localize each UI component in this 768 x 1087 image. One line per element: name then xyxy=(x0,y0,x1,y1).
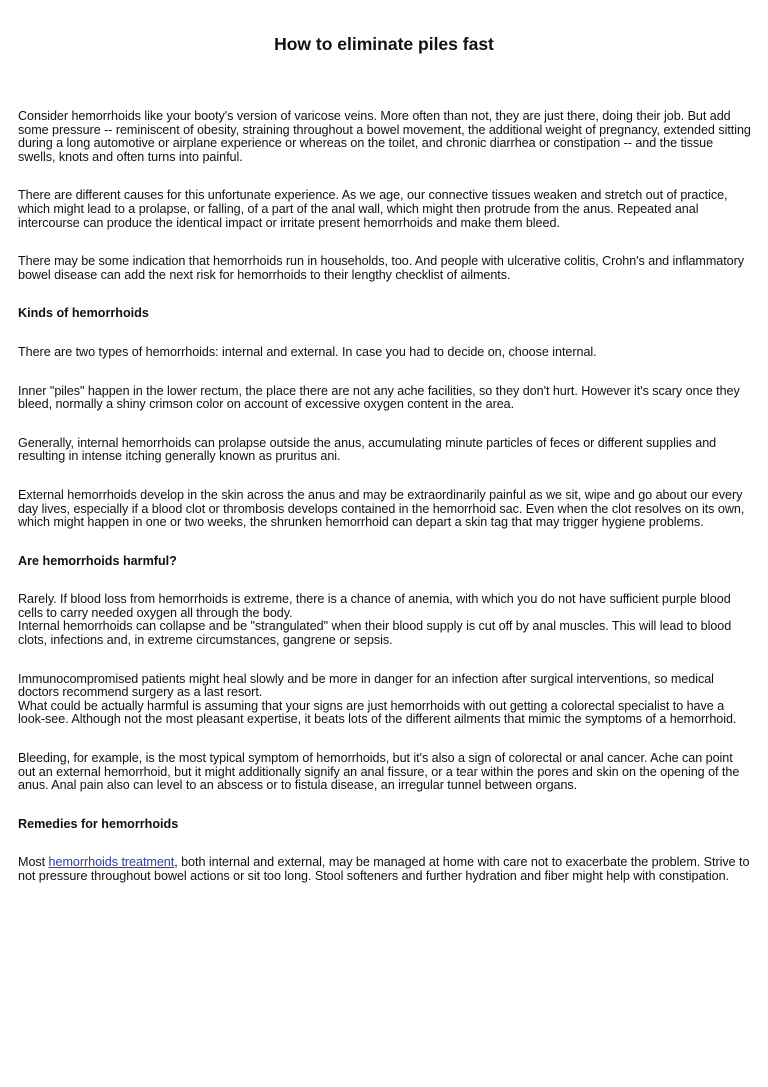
paragraph-prolapse: Generally, internal hemorrhoids can prolapse outside the anus, accumulating minute particles of feces or different supplies and resulting in intense itching generally known as pruritus ani. xyxy=(18,435,717,464)
paragraph-two-types: There are two types of hemorrhoids: internal and external. In case you had to decide on, choose internal. xyxy=(18,344,597,359)
paragraph-bleeding: Bleeding, for example, is the most typical symptom of hemorrhoids, but it's also a sign of colorectal or anal cancer. Ache can point out an external hemorrhoid, but it might additionally signify an anal fissure, or a tear within the pores and skin on the opening of the anus. Anal pain also can level to an abscess or to fistula disease, an irregular tunnel between organs. xyxy=(18,751,740,793)
remedies-text-before: Most xyxy=(18,855,49,870)
heading-harmful: Are hemorrhoids harmful? xyxy=(18,553,177,568)
paragraph-remedies xyxy=(18,856,752,883)
document-body xyxy=(18,110,752,884)
heading-remedies: Remedies for hemorrhoids xyxy=(18,816,179,831)
paragraph-specialist: What could be actually harmful is assuming that your signs are just hemorrhoids with out getting a colorectal specialist to have a look-see. Although not the most pleasant expertise, it beats lots of the different ailments that mimic the symptoms of a hemorrhoid. xyxy=(18,698,737,727)
paragraph-immunocompromised: Immunocompromised patients might heal slowly and be more in danger for an infection after surgical interventions, so medical doctors recommend surgery as a last resort. xyxy=(18,671,714,700)
remedies-text-after: , both internal and external, may be managed at home with care not to exacerbate the problem. Strive to not pressure throughout bowel actions or sit too long. Stool softeners and further hydration and fiber might help with constipation. xyxy=(18,855,750,883)
paragraph-external: External hemorrhoids develop in the skin across the anus and may be extraordinarily painful as we sit, wipe and go about our every day lives, especially if a blood clot or thrombosis develops contained in the hemorrhoid sac. Even when the clot resolves on its own, which might happen in one or two weeks, the shrunken hemorrhoid can depart a skin tag that may trigger hygiene problems. xyxy=(18,487,745,530)
paragraph-causes-aging: There are different causes for this unfortunate experience. As we age, our connective tissues weaken and stretch out of practice, which might lead to a prolapse, or falling, of a part of the anal wall, which might then protrude from the anus. Repeated anal intercourse can produce the identical impact or irritate present hemorrhoids and make them bleed. xyxy=(18,188,728,230)
page-title: How to eliminate piles fast xyxy=(274,34,494,54)
paragraph-hereditary: There may be some indication that hemorrhoids run in households, too. And people with ulcerative colitis, Crohn's and inflammatory bowel disease can add the next risk for hemorrhoids to their lengthy checklist of ailments. xyxy=(18,254,745,282)
paragraph-inner-piles: Inner "piles" happen in the lower rectum, the place there are not any ache facilities, so they don't hurt. However it's scary once they bleed, normally a shiny crimson color on account of excessive oxygen content in the area. xyxy=(18,383,740,412)
paragraph-anemia: Rarely. If blood loss from hemorrhoids is extreme, there is a chance of anemia, with which you do not have sufficient purple blood cells to carry needed oxygen all through the body. xyxy=(18,592,731,620)
paragraph-strangulated: Internal hemorrhoids can collapse and be "strangulated" when their blood supply is cut off by anal muscles. This will lead to blood clots, infections and, in extreme circumstances, gangrene or sepsis. xyxy=(18,619,732,648)
heading-kinds: Kinds of hemorrhoids xyxy=(18,306,149,321)
paragraph-causes-intro: Consider hemorrhoids like your booty's version of varicose veins. More often than not, they are just there, doing their job. But add some pressure -- reminiscent of obesity, straining throughout a bowel movement, the additional weight of pregnancy, extended sitting during a long automotive or airplane experience or whereas on the toilet, and chronic diarrhea or constipation -- and the tissue swells, knots and often turns into painful. xyxy=(18,109,751,164)
hemorrhoids-treatment-link[interactable]: hemorrhoids treatment xyxy=(48,855,175,870)
